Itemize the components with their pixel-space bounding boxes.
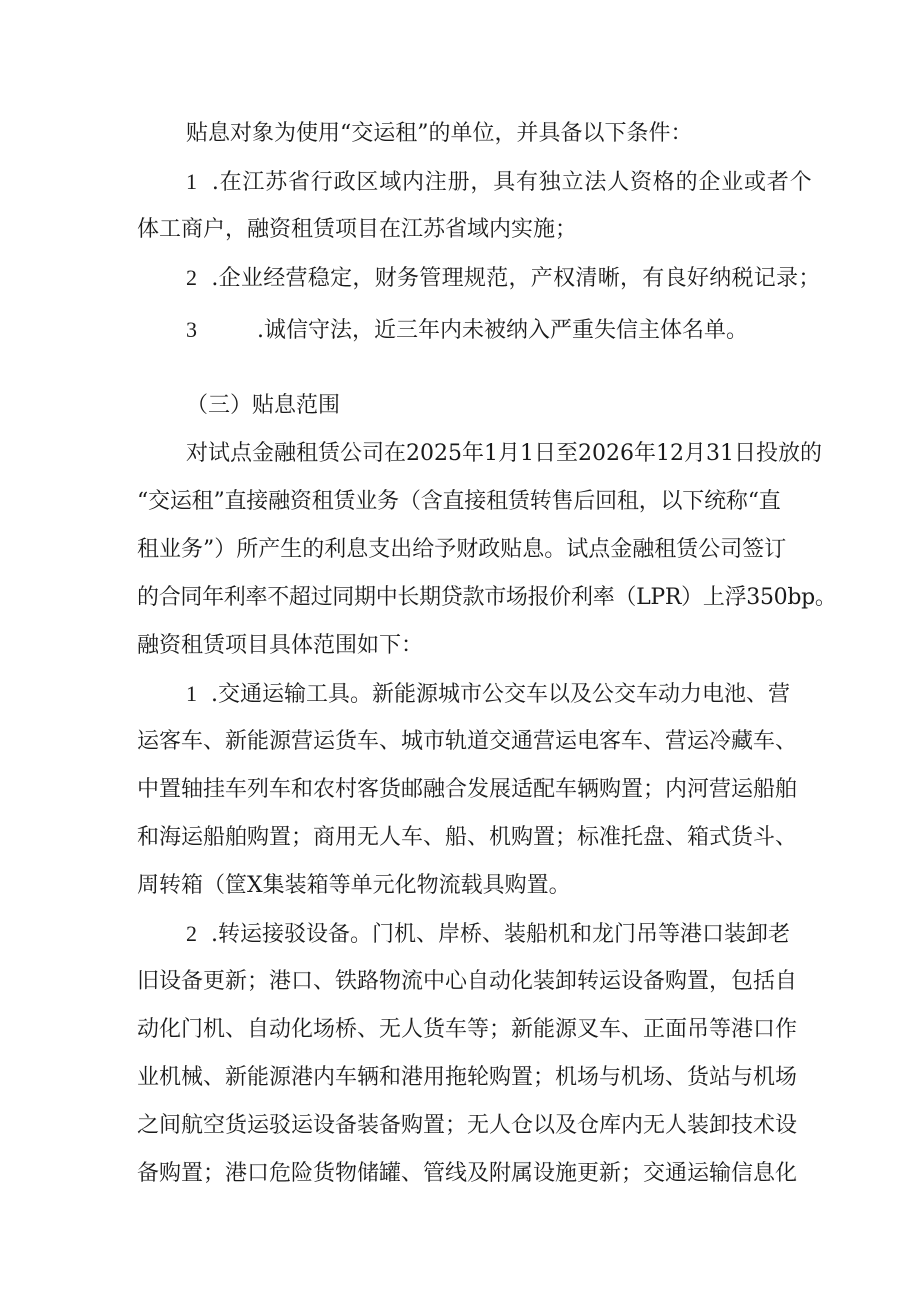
item-2-line-1	[0, 914, 920, 954]
paragraph-eligibility-intro	[0, 114, 920, 154]
list-text: 和海运船舶购置；商用无人车、船、机购置；标准托盘、箱式货斗、	[137, 825, 798, 850]
list-text: 体工商户，融资租赁项目在江苏省域内实施；	[137, 217, 578, 242]
list-text: 运客车、新能源营运货车、城市轨道交通营运电客车、营运冷藏车、	[137, 729, 798, 754]
condition-1-line-2	[0, 210, 920, 250]
item-2-line-4	[0, 1058, 920, 1098]
list-number: 3	[186, 317, 197, 342]
list-text: 中置轴挂车列车和农村客货邮融合发展适配车辆购置；内河营运船舶	[137, 777, 798, 802]
item-1-line-2	[0, 722, 920, 762]
list-number: 1	[186, 169, 198, 194]
item-2-line-2	[0, 962, 920, 1002]
scope-line-4	[0, 578, 920, 618]
list-number: 1	[186, 681, 197, 706]
condition-3-line-1	[0, 310, 920, 350]
item-2-line-6	[0, 1154, 920, 1194]
list-text: .转运接驳设备。门机、岸桥、装船机和龙门吊等港口装卸老	[211, 922, 790, 947]
paragraph-text: “交运租”直接融资租赁业务（含直接租赁转售后回租，以下统称“直	[137, 489, 781, 514]
list-text: 备购置；港口危险货物储罐、管线及附属设施更新；交通运输信息化	[137, 1161, 798, 1186]
paragraph-text: 贴息对象为使用“交运租”的单位，并具备以下条件：	[186, 121, 693, 146]
scope-line-2	[0, 482, 920, 522]
section-heading	[0, 386, 920, 426]
scope-line-1	[0, 434, 920, 474]
list-number: 2	[186, 265, 198, 290]
paragraph-text: 对试点金融租赁公司在2025年1月1日至2026年12月31日投放的	[186, 441, 822, 466]
section-heading-text: （三）贴息范围	[186, 393, 341, 418]
item-1-line-1	[0, 674, 920, 714]
paragraph-text: 的合同年利率不超过同期中长期贷款市场报价利率（LPR）上浮350bp。	[137, 585, 837, 610]
item-2-line-5	[0, 1106, 920, 1146]
list-text: 之间航空货运驳运设备装备购置；无人仓以及仓库内无人装卸技术设	[137, 1113, 798, 1138]
paragraph-text: 融资租赁项目具体范围如下：	[137, 633, 424, 658]
list-text: 动化门机、自动化场桥、无人货车等；新能源叉车、正面吊等港口作	[137, 1017, 798, 1042]
list-text: .在江苏省行政区域内注册，具有独立法人资格的企业或者个	[211, 170, 813, 195]
condition-2-line-1	[0, 258, 920, 298]
scope-line-3	[0, 530, 920, 570]
item-1-line-3	[0, 770, 920, 810]
paragraph-text: 租业务”）所产生的利息支出给予财政贴息。试点金融租赁公司签订	[137, 537, 787, 562]
item-1-line-5	[0, 866, 920, 906]
item-1-line-4	[0, 818, 920, 858]
list-text: .企业经营稳定，财务管理规范，产权清晰，有良好纳税记录；	[211, 266, 821, 291]
list-text: 业机械、新能源港内车辆和港用拖轮购置；机场与机场、货站与机场	[137, 1065, 798, 1090]
list-text: .诚信守法，近三年内未被纳入严重失信主体名单。	[257, 318, 748, 343]
item-2-line-3	[0, 1010, 920, 1050]
list-text: 周转箱（筐X集装箱等单元化物流载具购置。	[137, 873, 571, 898]
list-text: 旧设备更新；港口、铁路物流中心自动化装卸转运设备购置，包括自	[137, 969, 798, 994]
list-text: .交通运输工具。新能源城市公交车以及公交车动力电池、营	[211, 682, 790, 707]
list-number: 2	[186, 921, 197, 946]
scope-line-5	[0, 626, 920, 666]
condition-1-line-1	[0, 162, 920, 202]
